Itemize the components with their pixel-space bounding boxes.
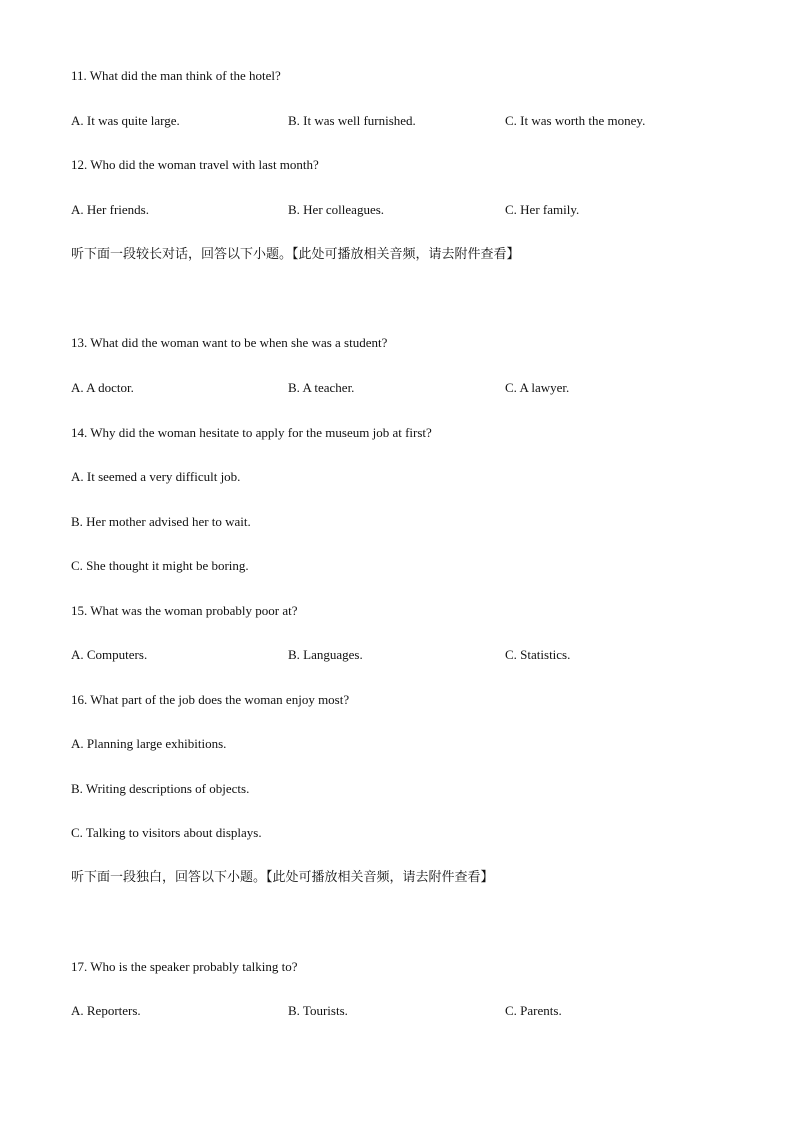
question-16: 16. What part of the job does the woman enjoy most? xyxy=(71,692,350,707)
question-11-option-a: A. It was quite large. xyxy=(71,113,180,128)
question-17-option-b: B. Tourists. xyxy=(288,1003,348,1018)
question-17: 17. Who is the speaker probably talking to? xyxy=(71,959,298,974)
question-12-option-a: A. Her friends. xyxy=(71,202,149,217)
question-13-option-a: A. A doctor. xyxy=(71,380,134,395)
section-instruction-dialogue: 听下面一段较长对话，回答以下小题。【此处可播放相关音频，请去附件查看】 xyxy=(71,247,520,262)
question-15-option-c: C. Statistics. xyxy=(505,647,571,662)
question-13-option-b: B. A teacher. xyxy=(288,380,355,395)
question-12-option-c: C. Her family. xyxy=(505,202,580,217)
section-instruction-monologue: 听下面一段独白，回答以下小题。【此处可播放相关音频，请去附件查看】 xyxy=(71,870,494,885)
question-13-options xyxy=(71,380,751,396)
question-12-options xyxy=(71,202,751,218)
question-12: 12. Who did the woman travel with last month? xyxy=(71,157,319,172)
question-14-option-c: C. She thought it might be boring. xyxy=(71,558,249,573)
question-17-option-c: C. Parents. xyxy=(505,1003,562,1018)
question-17-options xyxy=(71,1003,751,1019)
question-15: 15. What was the woman probably poor at? xyxy=(71,603,298,618)
question-11-options xyxy=(71,113,751,129)
question-11-option-c: C. It was worth the money. xyxy=(505,113,646,128)
question-16-option-c: C. Talking to visitors about displays. xyxy=(71,825,262,840)
question-17-option-a: A. Reporters. xyxy=(71,1003,141,1018)
question-14-option-a: A. It seemed a very difficult job. xyxy=(71,469,241,484)
question-11: 11. What did the man think of the hotel? xyxy=(71,68,281,83)
question-14: 14. Why did the woman hesitate to apply for the museum job at first? xyxy=(71,425,432,440)
question-14-option-b: B. Her mother advised her to wait. xyxy=(71,514,251,529)
question-16-option-a: A. Planning large exhibitions. xyxy=(71,736,227,751)
question-13: 13. What did the woman want to be when she was a student? xyxy=(71,335,388,350)
question-15-option-a: A. Computers. xyxy=(71,647,148,662)
question-12-option-b: B. Her colleagues. xyxy=(288,202,385,217)
question-11-option-b: B. It was well furnished. xyxy=(288,113,416,128)
question-16-option-b: B. Writing descriptions of objects. xyxy=(71,781,250,796)
question-15-option-b: B. Languages. xyxy=(288,647,363,662)
question-15-options xyxy=(71,647,751,663)
question-13-option-c: C. A lawyer. xyxy=(505,380,570,395)
